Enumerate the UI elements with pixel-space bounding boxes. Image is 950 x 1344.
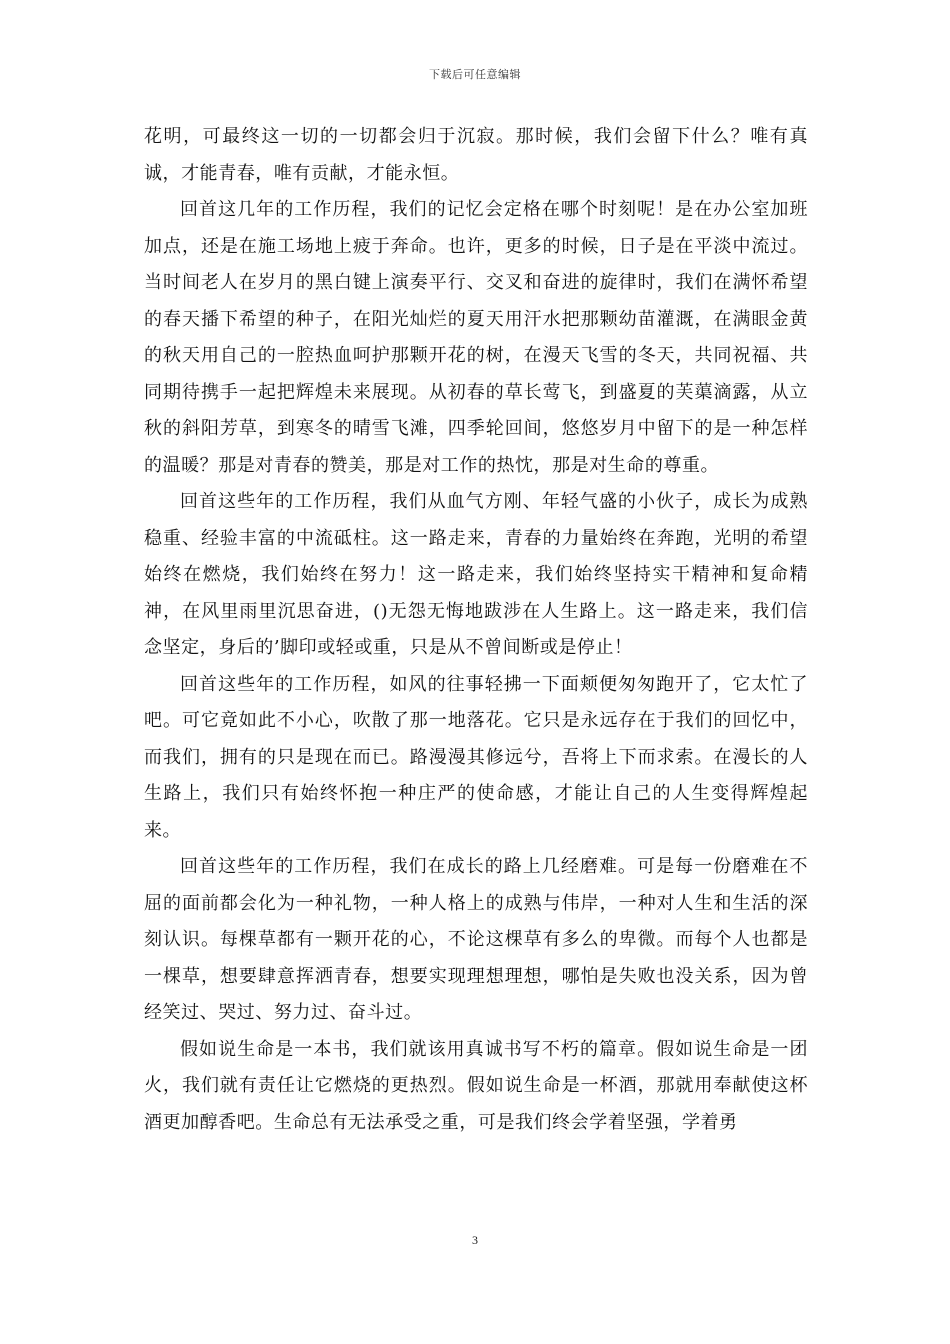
document-body xyxy=(144,119,808,1141)
paragraph: 回首这几年的工作历程，我们的记忆会定格在哪个时刻呢！是在办公室加班加点，还是在施工场地上疲于奔命。也许，更多的时候，日子是在平淡中流过。当时间老人在岁月的黑白键上演奏平行、交叉和奋进的旋律时，我们在满怀希望的春天播下希望的种子，在阳光灿烂的夏天用汗水把那颗幼苗灌溉，在满眼金黄的秋天用自己的一腔热血呵护那颗开花的树，在漫天飞雪的冬天，共同祝福、共同期待携手一起把辉煌未来展现。从初春的草长莺飞，到盛夏的芙蕖滴露，从立秋的斜阳芳草，到寒冬的晴雪飞滩，四季轮回间，悠悠岁月中留下的是一种怎样的温暖？那是对青春的赞美，那是对工作的热忱，那是对生命的尊重。 xyxy=(144,199,808,476)
paragraph: 回首这些年的工作历程，我们从血气方刚、年轻气盛的小伙子，成长为成熟稳重、经验丰富的中流砥柱。这一路走来，青春的力量始终在奔跑，光明的希望始终在燃烧，我们始终在努力！这一路走来，我们始终坚持实干精神和复命精神，在风里雨里沉思奋进，()无怨无悔地跋涉在人生路上。这一路走来，我们信念坚定，身后的’脚印或轻或重，只是从不曾间断或是停止！ xyxy=(144,491,808,658)
page-number: 3 xyxy=(472,1233,478,1247)
paragraph: 假如说生命是一本书，我们就该用真诚书写不朽的篇章。假如说生命是一团火，我们就有责任让它燃烧的更热烈。假如说生命是一杯酒，那就用奉献使这杯酒更加醇香吧。生命总有无法承受之重，可是我们终会学着坚强，学着勇 xyxy=(144,1038,808,1133)
paragraph: 回首这些年的工作历程，我们在成长的路上几经磨难。可是每一份磨难在不屈的面前都会化为一种礼物，一种人格上的成熟与伟岸，一种对人生和生活的深刻认识。每棵草都有一颗开花的心，不论这棵草有多么的卑微。而每个人也都是一棵草，想要肆意挥洒青春，想要实现理想理想，哪怕是失败也没关系，因为曾经笑过、哭过、努力过、奋斗过。 xyxy=(144,856,808,1023)
paragraph-continuation: 花明，可最终这一切的一切都会归于沉寂。那时候，我们会留下什么？唯有真诚，才能青春，唯有贡献，才能永恒。 xyxy=(144,126,808,184)
page-header: 下载后可任意编辑 xyxy=(429,68,521,81)
paragraph: 回首这些年的工作历程，如风的往事轻拂一下面颊便匆匆跑开了，它太忙了吧。可它竟如此不小心，吹散了那一地落花。它只是永远存在于我们的回忆中，而我们，拥有的只是现在而已。路漫漫其修远兮，吾将上下而求索。在漫长的人生路上，我们只有始终怀抱一种庄严的使命感，才能让自己的人生变得辉煌起来。 xyxy=(144,673,808,841)
